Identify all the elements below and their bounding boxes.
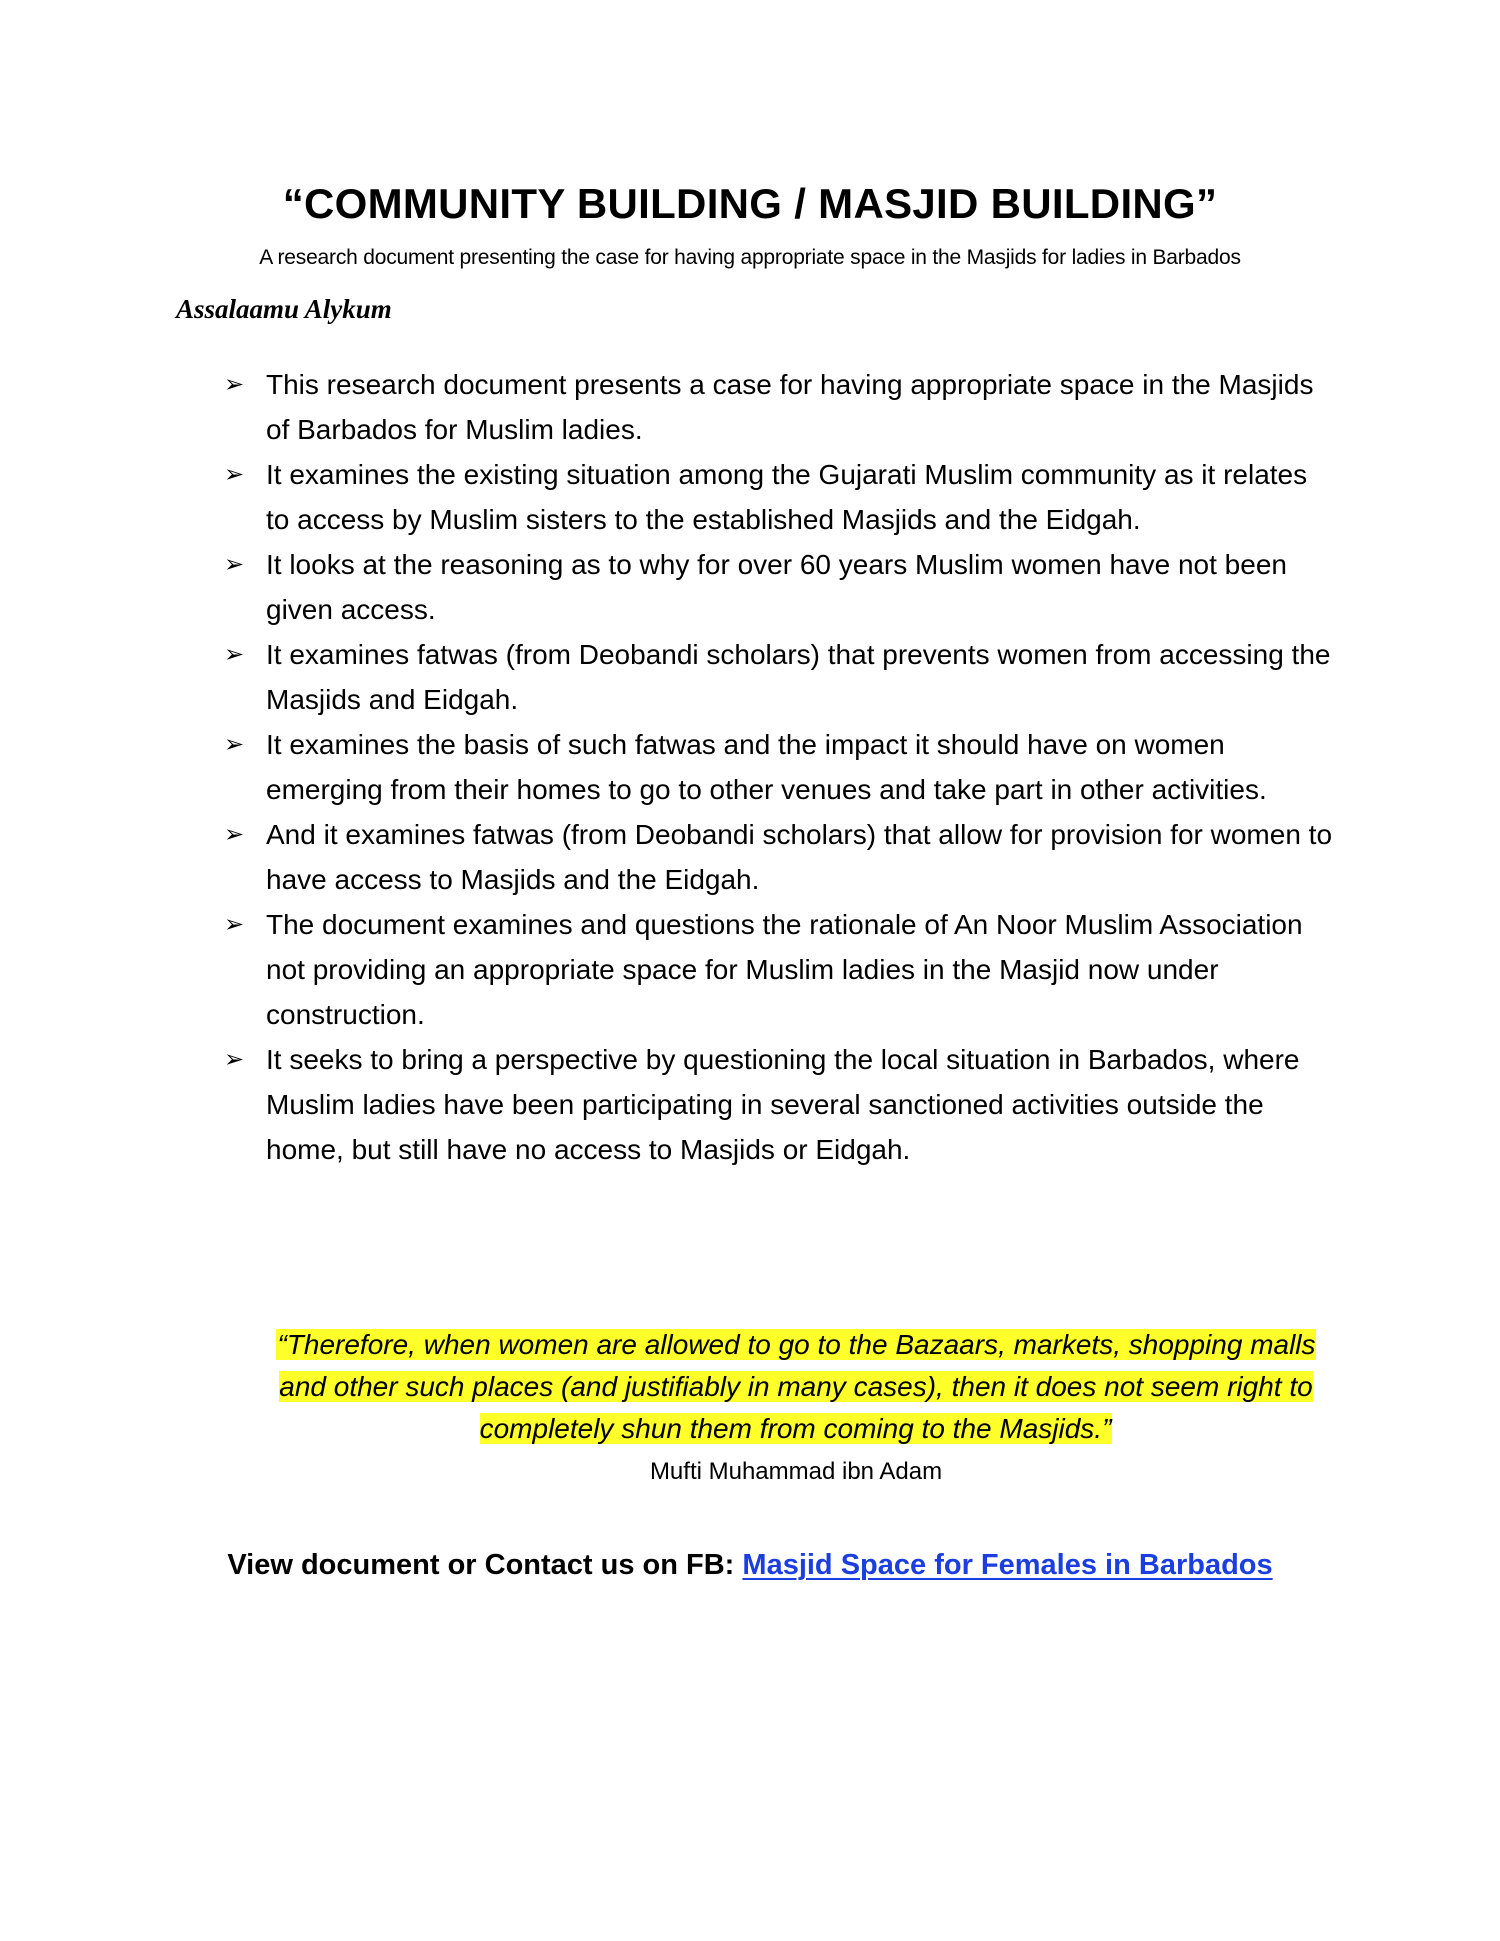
document-subtitle: A research document presenting the case for having appropriate space in the Masjids for ladies in Barbados (259, 246, 1241, 269)
contact-label: View document or Contact us on FB: (227, 1549, 743, 1581)
bullet-text: The document examines and questions the rationale of An Noor Muslim Association not providing an appropriate space for Muslim ladies in the Masjid now under construction. (266, 909, 1303, 1030)
quote-text: “Therefore, when women are allowed to go to the Bazaars, markets, shopping malls and other such places (and justifiably in many cases), then it does not seem right to completely shun them from coming to the Masjids.” (277, 1329, 1316, 1444)
highlighted-quote (0, 1324, 1500, 1450)
arrowhead-bullet-icon: ➢ (224, 460, 245, 488)
bullet-text: It looks at the reasoning as to why for over 60 years Muslim women have not been given access. (266, 549, 1287, 625)
bullet-item (224, 452, 1334, 542)
bullet-item (224, 902, 1334, 1037)
bullet-text: It examines fatwas (from Deobandi scholars) that prevents women from accessing the Masjids and Eidgah. (266, 639, 1331, 715)
contact-line (0, 1545, 1500, 1585)
arrowhead-bullet-icon: ➢ (224, 820, 245, 848)
arrowhead-bullet-icon: ➢ (224, 370, 245, 398)
arrowhead-bullet-icon: ➢ (224, 730, 245, 758)
bullet-text: It examines the basis of such fatwas and the impact it should have on women emerging from their homes to go to other venues and take part in other activities. (266, 729, 1267, 805)
arrowhead-bullet-icon: ➢ (224, 1045, 245, 1073)
bullet-text: And it examines fatwas (from Deobandi scholars) that allow for provision for women to have access to Masjids and the Eidgah. (266, 819, 1333, 895)
bullet-item (224, 722, 1334, 812)
bullet-item (224, 1037, 1334, 1172)
bullet-text: This research document presents a case for having appropriate space in the Masjids of Barbados for Muslim ladies. (266, 369, 1314, 445)
arrowhead-bullet-icon: ➢ (224, 640, 245, 668)
bullet-item (224, 812, 1334, 902)
bullet-item (224, 632, 1334, 722)
facebook-page-link[interactable]: Masjid Space for Females in Barbados (742, 1549, 1273, 1581)
bullet-list (224, 362, 1334, 1172)
bullet-item (224, 542, 1334, 632)
arrowhead-bullet-icon: ➢ (224, 910, 245, 938)
document-title: “COMMUNITY BUILDING / MASJID BUILDING” (282, 180, 1218, 227)
bullet-item (224, 362, 1334, 452)
bullet-text: It examines the existing situation among the Gujarati Muslim community as it relates to access by Muslim sisters to the established Masjids and the Eidgah. (266, 459, 1308, 535)
salutation: Assalaamu Alykum (176, 294, 392, 324)
arrowhead-bullet-icon: ➢ (224, 550, 245, 578)
bullet-text: It seeks to bring a perspective by questioning the local situation in Barbados, where Muslim ladies have been participating in several sanctioned activities outside the home, but still have no access to Masjids or Eidgah. (266, 1044, 1300, 1165)
quote-author: Mufti Muhammad ibn Adam (649, 1458, 943, 1485)
quote-box (266, 1324, 1326, 1450)
